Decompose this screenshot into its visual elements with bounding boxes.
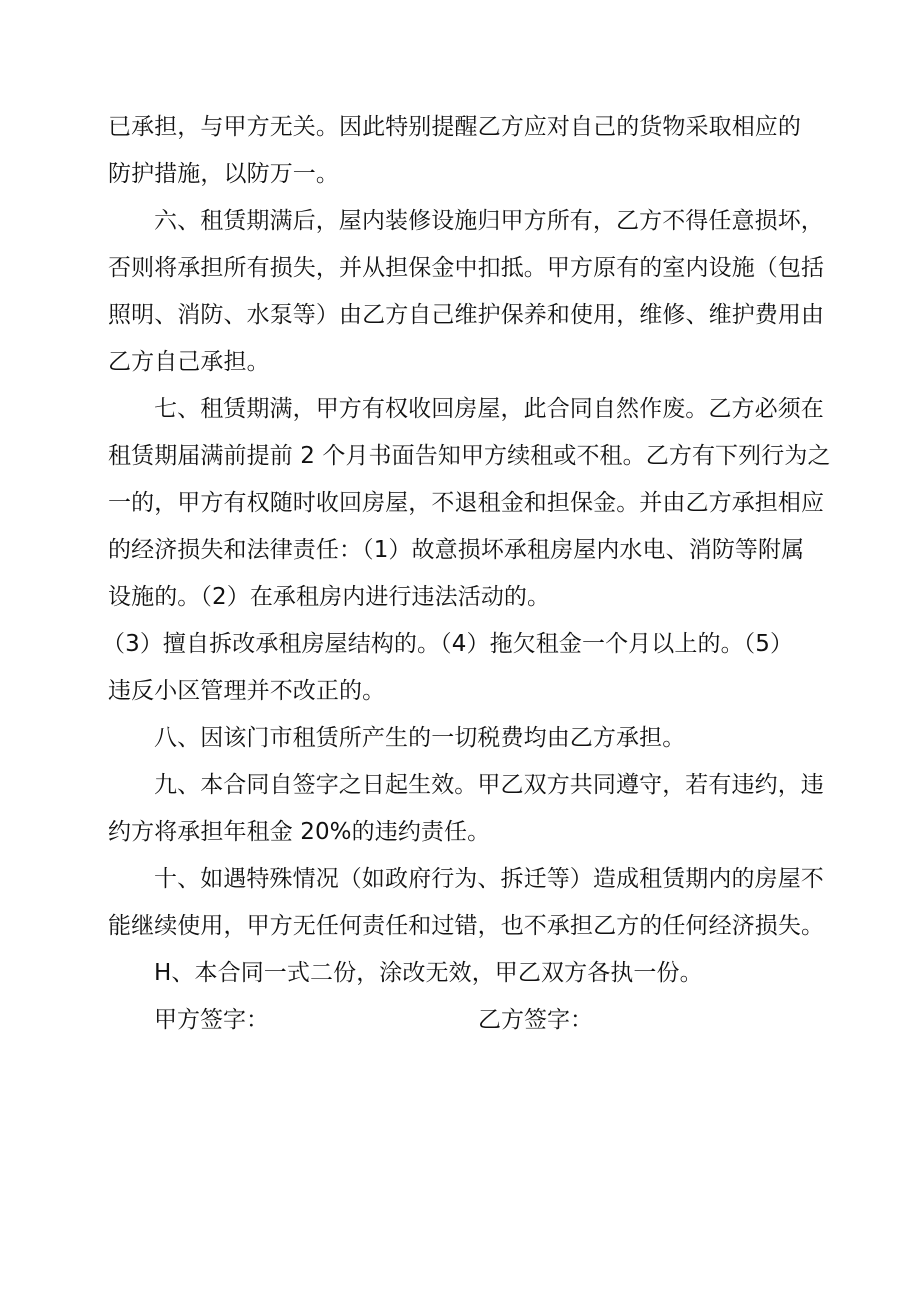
party-a-signature-label: 甲方签字： [154,1007,269,1033]
text-line: 约方将承担年租金 20%的违约责任。 [108,819,491,845]
text-line: 六、租赁期满后，屋内装修设施归甲方所有，乙方不得任意损坏， [154,208,824,234]
text-line: 七、租赁期满，甲方有权收回房屋，此合同自然作废。乙方必须在 [154,396,824,422]
text-line: 违反小区管理并不改正的。 [108,678,386,704]
text-line: 租赁期届满前提前 2 个月书面告知甲方续租或不租。乙方有下列行为之 [108,443,831,469]
article-8 [108,715,824,762]
signature-row [108,997,824,1044]
text-line: 八、因该门市租赁所产生的一切税费均由乙方承担。 [154,725,686,751]
text-line: 一的，甲方有权随时收回房屋，不退租金和担保金。并由乙方承担相应 [108,490,825,516]
text-line: 的经济损失和法律责任：（1）故意损坏承租房屋内水电、消防等附属 [108,537,805,563]
party-b-signature-label: 乙方签字： [478,1007,593,1033]
contract-text [102,104,831,1044]
text-line: H、本合同一式二份，涂改无效，甲乙双方各执一份。 [154,960,703,986]
text-line: （3）擅自拆改承租房屋结构的。（4）拖欠租金一个月以上的。（5） [102,631,794,657]
text-line: 已承担，与甲方无关。因此特别提醒乙方应对自己的货物采取相应的 [108,114,801,140]
article-7 [102,386,831,715]
text-line: 乙方自己承担。 [108,349,270,375]
article-6 [108,198,824,386]
text-line: 十、如遇特殊情况（如政府行为、拆迁等）造成租赁期内的房屋不 [154,866,824,892]
text-line: 防护措施，以防万一。 [108,161,339,187]
article-11 [108,950,824,997]
article-9 [108,762,824,856]
text-line: 照明、消防、水泵等）由乙方自己维护保养和使用，维修、维护费用由 [108,302,825,328]
text-line: 否则将承担所有损失，并从担保金中扣抵。甲方原有的室内设施（包括 [108,255,825,281]
paragraph-continuation [108,104,824,198]
text-line: 能继续使用，甲方无任何责任和过错，也不承担乙方的任何经济损失。 [108,913,825,939]
text-line: 设施的。（2）在承租房内进行违法活动的。 [108,584,551,610]
text-line: 九、本合同自签字之日起生效。甲乙双方共同遵守，若有违约，违 [154,772,824,798]
article-10 [108,856,824,950]
